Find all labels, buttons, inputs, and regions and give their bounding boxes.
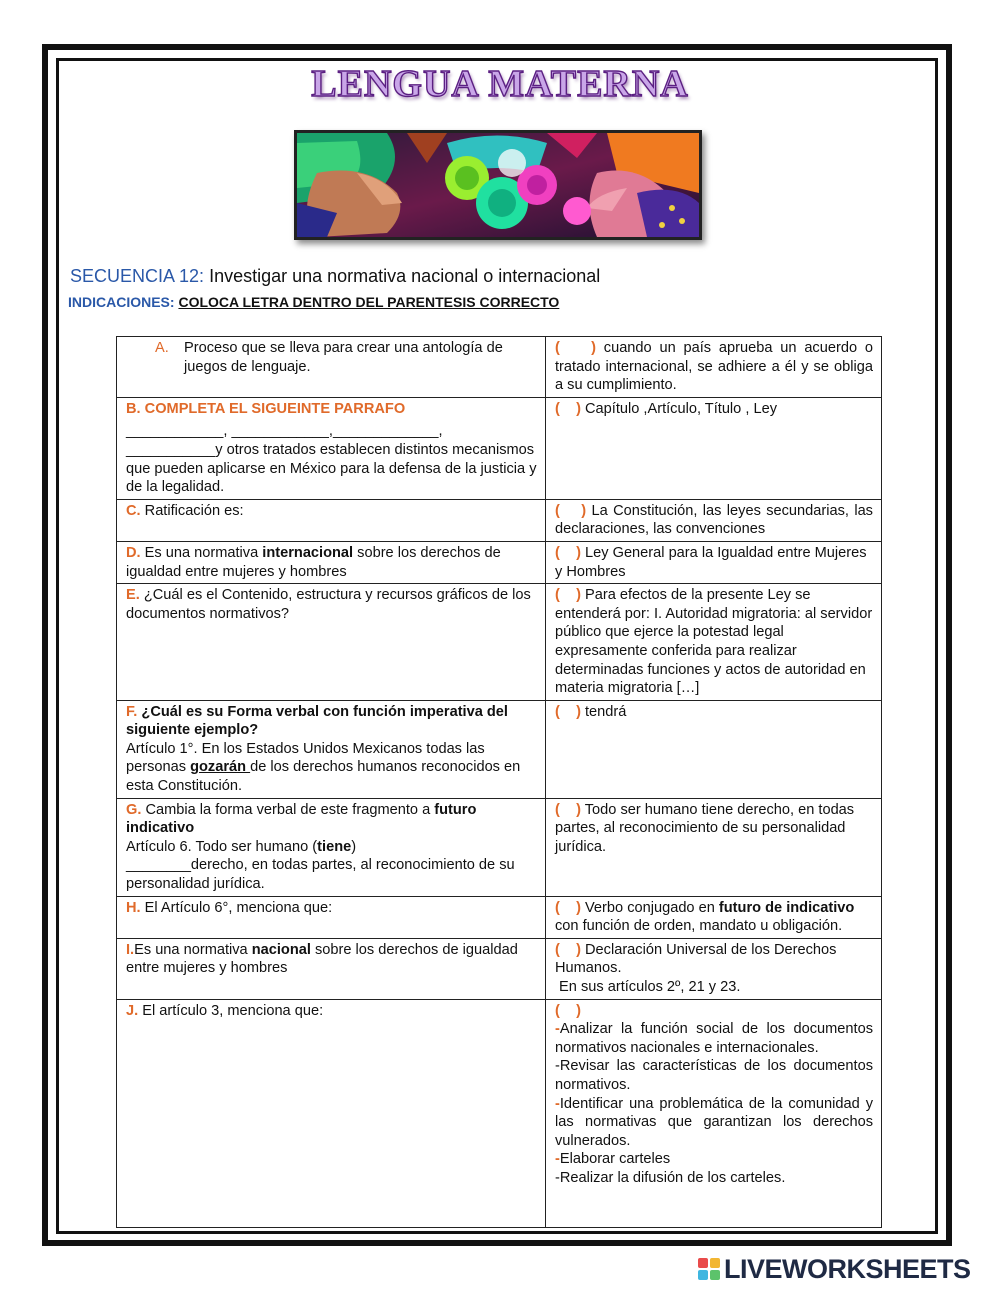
prompt-bold: nacional — [251, 941, 311, 958]
answer-cell — [546, 798, 882, 896]
answer-text-articles: En sus artículos 2º, 21 y 23. — [555, 979, 741, 996]
liveworksheets-logo[interactable] — [698, 1254, 971, 1284]
table-row — [117, 999, 882, 1227]
list-item-text: Identificar una problemática de la comunidad y las normativas que garantizan los derechos vulnerados. — [555, 1095, 873, 1149]
matching-table — [116, 336, 882, 1228]
prompt-article-end: ) — [351, 838, 357, 855]
answer-text: La Constitución, las leyes secundarias, las declaraciones, las convenciones — [555, 502, 873, 538]
prompt-text-end: de los derechos humanos reconocidos en esta Constitución. — [126, 759, 521, 795]
list-dash: - — [555, 1058, 560, 1075]
list-item — [555, 1095, 873, 1151]
answer-blank[interactable]: ( ) — [555, 400, 581, 417]
answer-blank[interactable]: ( ) — [555, 502, 587, 519]
prompt-cell-j — [117, 999, 546, 1227]
answer-text: Ley General para la Igualdad entre Mujeres y Hombres — [555, 544, 867, 580]
item-letter: E. — [126, 587, 140, 604]
prompt-cell-b — [117, 397, 546, 499]
prompt-cell-d — [117, 541, 546, 583]
list-item — [555, 1169, 873, 1188]
table-row — [117, 700, 882, 798]
answer-blank[interactable]: ( ) — [555, 899, 581, 916]
answer-blank[interactable]: ( ) — [555, 703, 581, 720]
list-item-text: Elaborar carteles — [559, 1151, 671, 1168]
prompt-verb: tiene — [317, 838, 352, 855]
answer-blank[interactable]: ( ) — [555, 1002, 581, 1019]
answer-text: cuando un país aprueba un acuerdo o tratado internacional, se adhiere a él y se obliga a su cumplimiento. — [555, 340, 873, 394]
prompt-text: Artículo 1°. En los Estados Unidos Mexicanos todas las personas — [126, 740, 485, 776]
answer-text: tendrá — [580, 703, 627, 720]
table-row — [117, 896, 882, 938]
answer-cell — [546, 397, 882, 499]
list-dash: - — [555, 1021, 560, 1038]
prompt-verb: gozarán — [190, 759, 251, 776]
secuencia-heading — [70, 266, 600, 287]
prompt-cell-a — [117, 337, 546, 398]
list-item-text: Realizar la difusión de los carteles. — [559, 1169, 786, 1186]
prompt-text: Cambia la forma verbal de este fragmento a — [141, 801, 435, 818]
item-letter: I. — [126, 941, 135, 958]
list-item — [555, 1150, 873, 1169]
prompt-text: El artículo 3, menciona que: — [138, 1002, 324, 1019]
prompt-fill-line[interactable]: ________derecho, en todas partes, al reconocimiento de su personalidad jurídica. — [126, 857, 515, 893]
item-letter: H. — [126, 899, 141, 916]
prompt-text-end: sobre los derechos de igualdad entre mujeres y hombres — [126, 544, 501, 580]
header-illustration — [294, 130, 702, 240]
answer-blank[interactable]: ( ) — [555, 544, 581, 561]
prompt-question: ¿Cuál es su Forma verbal con función imperativa del siguiente ejemplo? — [126, 703, 508, 739]
table-row — [117, 541, 882, 583]
answer-blank[interactable]: ( ) — [555, 587, 581, 604]
list-item-text: Analizar la función social de los documentos normativos nacionales e internacionales. — [555, 1021, 873, 1056]
page-title: LENGUA MATERNA — [311, 63, 689, 105]
table-row — [117, 337, 882, 398]
prompt-text: Proceso que se lleva para crear una antología de juegos de lenguaje. — [184, 340, 503, 375]
answer-text: Todo ser humano tiene derecho, en todas partes, al reconocimiento de su personalidad jurídica. — [555, 801, 855, 855]
list-item — [555, 1057, 873, 1094]
table-row — [117, 499, 882, 541]
answer-cell — [546, 584, 882, 701]
answer-cell — [546, 541, 882, 583]
prompt-text: ___________y otros tratados establecen distintos mecanismos que pueden aplicarse en México para la defensa de la justicia y de la legalidad. — [126, 441, 537, 496]
table-row — [117, 798, 882, 896]
item-letter: G. — [126, 801, 142, 818]
table-row — [117, 584, 882, 701]
answer-cell — [546, 499, 882, 541]
answer-blank[interactable]: ( ) — [555, 941, 581, 958]
secuencia-label: SECUENCIA 12: — [70, 266, 205, 286]
indicaciones-label: INDICACIONES: — [68, 294, 175, 310]
answer-cell — [546, 999, 882, 1227]
answer-cell — [546, 938, 882, 999]
answer-blank[interactable]: ( ) — [555, 340, 596, 356]
prompt-text-end: sobre los derechos de igualdad entre mujeres y hombres — [126, 941, 518, 977]
list-dash: - — [555, 1151, 560, 1168]
answer-cell — [546, 337, 882, 398]
answer-text: Capítulo ,Artículo, Título , Ley — [580, 400, 777, 417]
indicaciones-text: COLOCA LETRA DENTRO DEL PARENTESIS CORRECTO — [178, 294, 560, 310]
prompt-cell-g — [117, 798, 546, 896]
item-letter: B. COMPLETA EL SIGUEINTE PARRAFO — [126, 400, 406, 417]
blank-line[interactable]: ____________, ____________,_____________, — [126, 423, 443, 440]
list-dash: - — [555, 1095, 560, 1112]
prompt-text: ¿Cuál es el Contenido, estructura y recursos gráficos de los documentos normativos? — [126, 587, 531, 622]
prompt-cell-h — [117, 896, 546, 938]
answer-text-end: con función de orden, mandato u obligación. — [555, 918, 843, 935]
prompt-bold: futuro indicativo — [126, 801, 477, 837]
answer-text: Para efectos de la presente Ley se entenderá por: I. Autoridad migratoria: al servidor público que ejerce la potestad legal expresamente conferida para realizar determinadas funciones y actos de autoridad en materia migratoria […] — [555, 587, 873, 697]
list-item — [555, 1020, 873, 1057]
prompt-cell-f — [117, 700, 546, 798]
answer-text: Verbo conjugado en — [580, 899, 719, 916]
prompt-cell-c — [117, 499, 546, 541]
item-letter: C. — [126, 502, 141, 519]
secuencia-text: Investigar una normativa nacional o internacional — [204, 266, 601, 286]
prompt-cell-i — [117, 938, 546, 999]
item-letter: A. — [155, 340, 169, 356]
prompt-article: Artículo 6. Todo ser humano ( — [126, 838, 318, 855]
prompt-text: Es una normativa — [134, 941, 252, 958]
item-letter: J. — [126, 1002, 139, 1019]
answer-blank[interactable]: ( ) — [555, 801, 581, 818]
prompt-bold: internacional — [262, 544, 354, 561]
faces-speech-illustration — [297, 133, 699, 237]
prompt-text: Ratificación es: — [140, 502, 244, 519]
item-letter: D. — [126, 544, 141, 561]
prompt-text: El Artículo 6°, menciona que: — [140, 899, 333, 916]
list-item-text: Revisar las características de los documentos normativos. — [555, 1058, 873, 1093]
answer-cell — [546, 700, 882, 798]
table-row — [117, 397, 882, 499]
item-letter: F. — [126, 703, 138, 720]
answer-bold: futuro de indicativo — [718, 899, 855, 916]
list-dash: - — [555, 1169, 560, 1186]
prompt-cell-e — [117, 584, 546, 701]
logo-blocks-icon — [698, 1258, 720, 1280]
answer-text: Declaración Universal de los Derechos Humanos. — [555, 941, 837, 977]
answer-cell — [546, 896, 882, 938]
indicaciones-line — [68, 294, 559, 310]
prompt-text: Es una normativa — [140, 544, 263, 561]
table-row — [117, 938, 882, 999]
logo-text: LIVEWORKSHEETS — [724, 1253, 971, 1284]
